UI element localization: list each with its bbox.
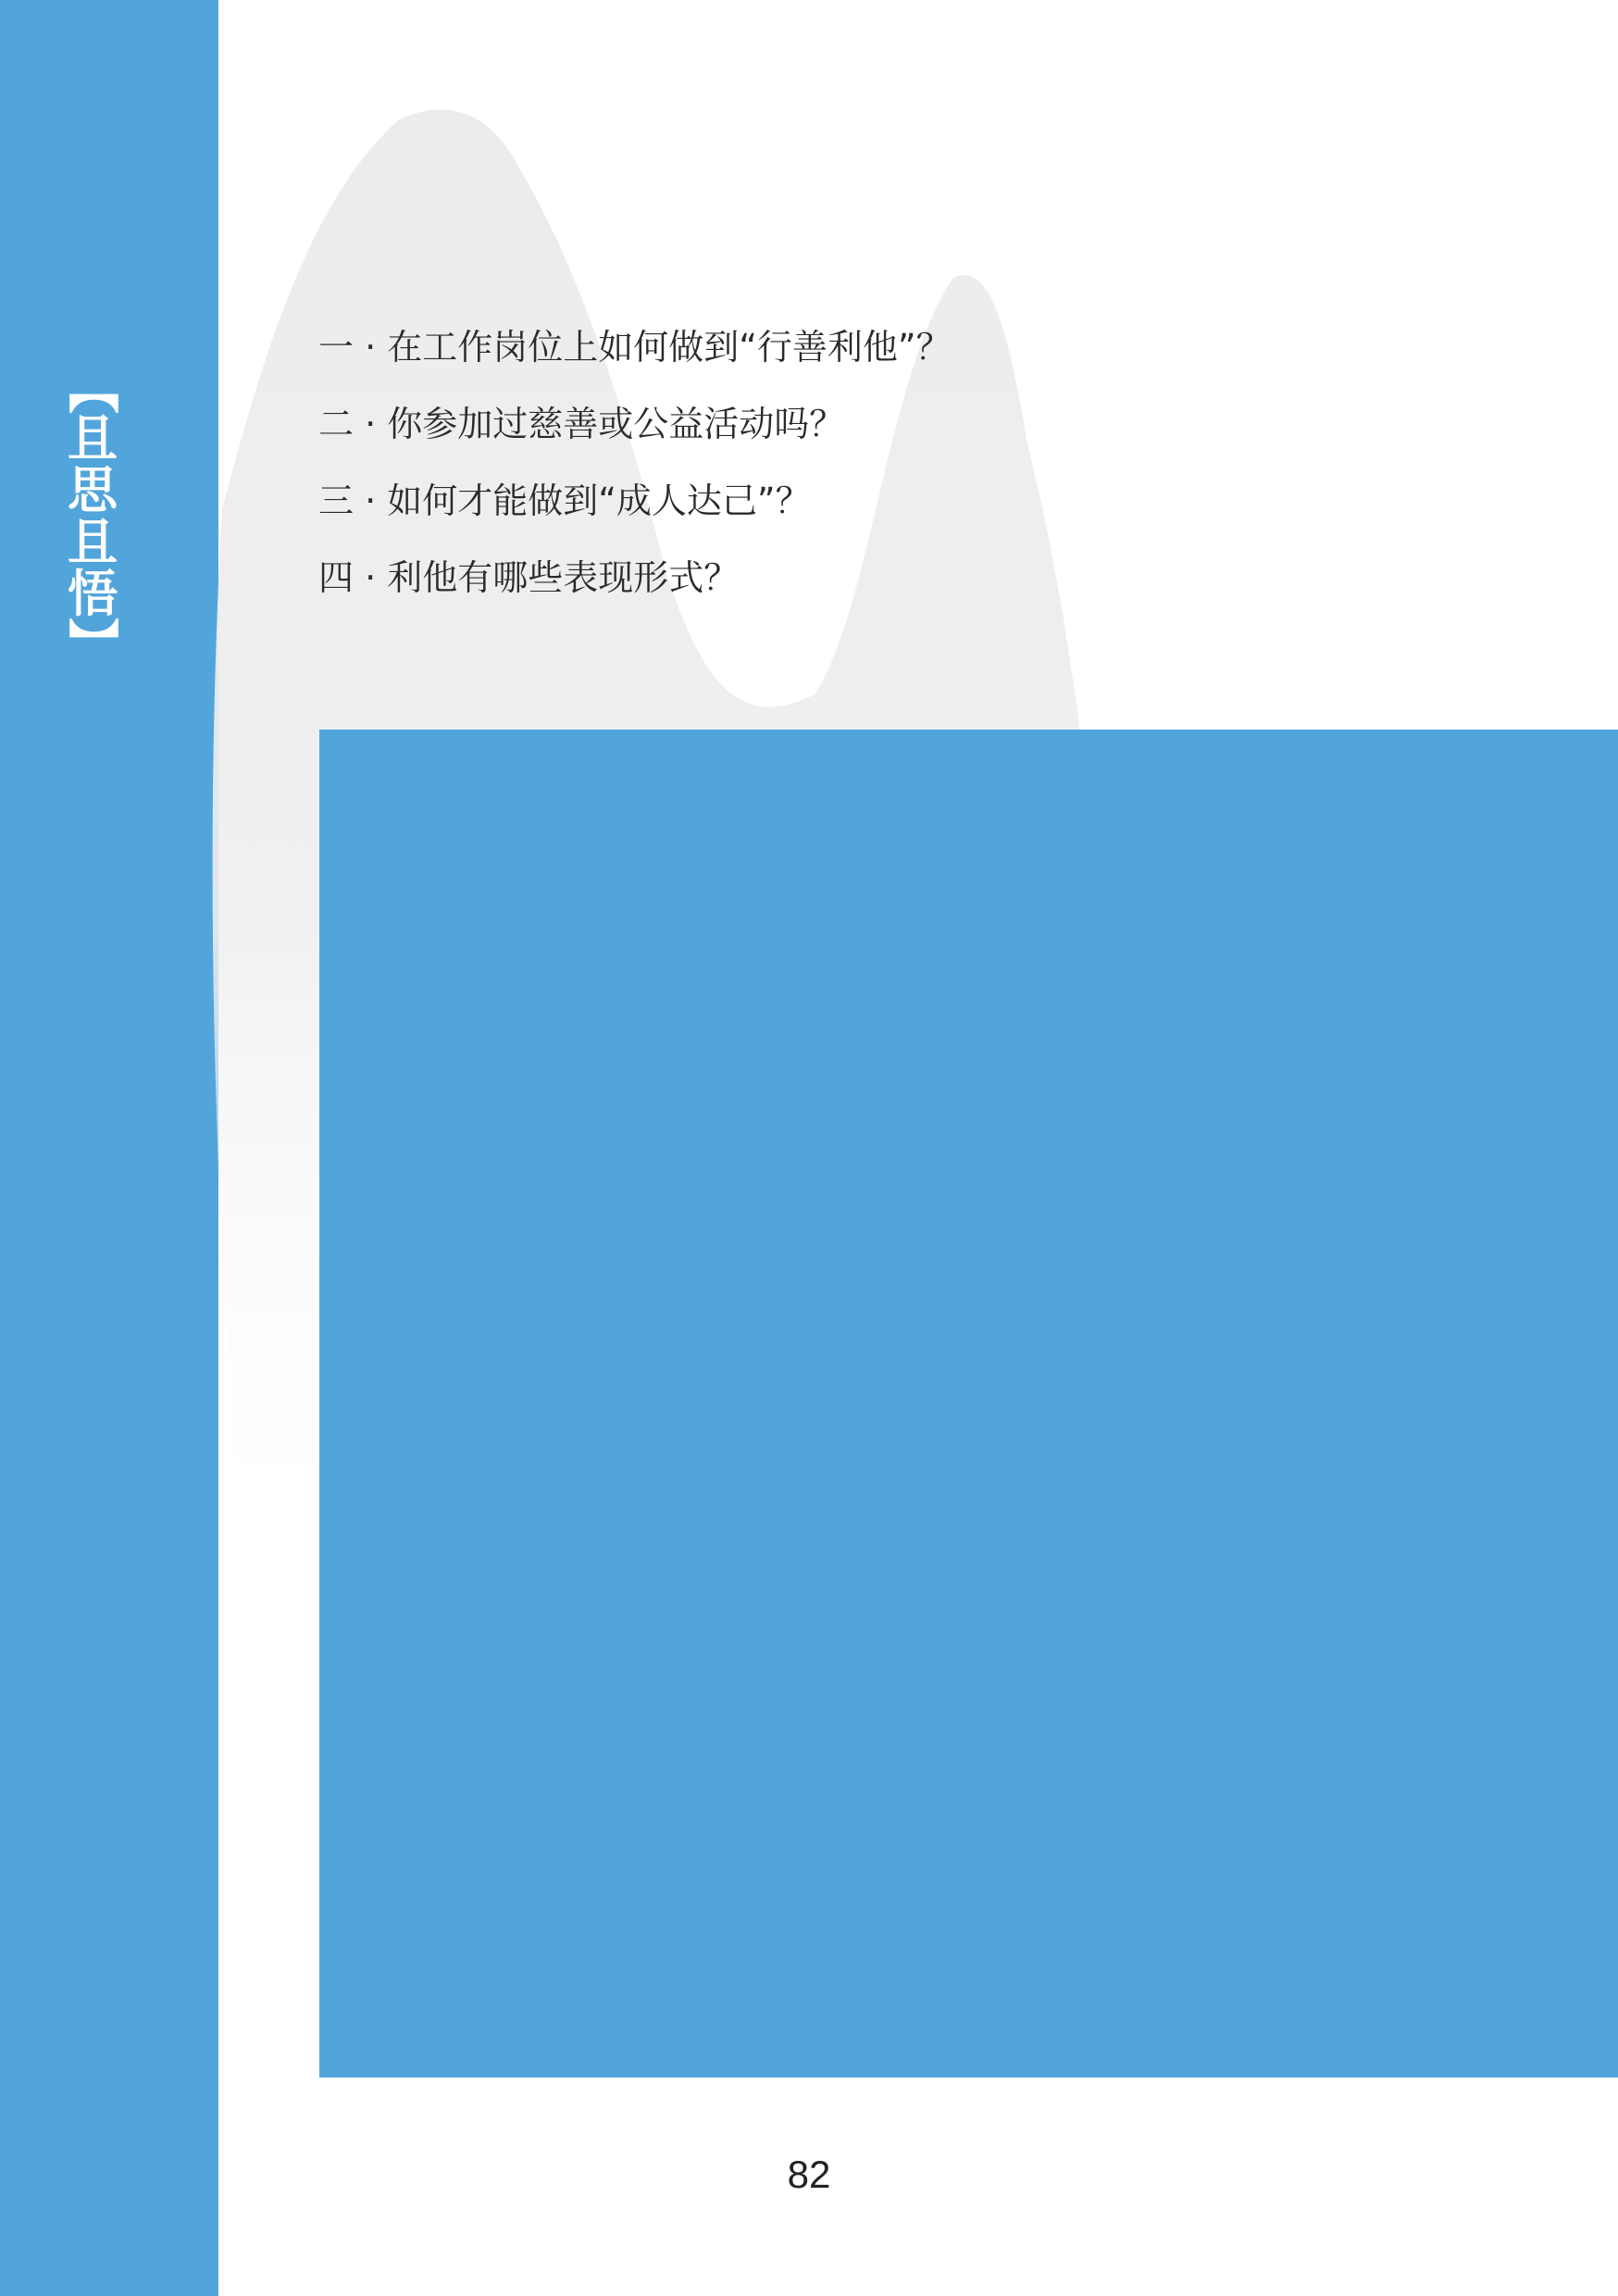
title-char: 悟 bbox=[68, 564, 118, 623]
title-bracket-close: 】 bbox=[63, 618, 122, 668]
page-number: 82 bbox=[787, 2152, 831, 2196]
title-char: 思 bbox=[68, 460, 118, 519]
question-item: 二 · 你参加过慈善或公益活动吗？ bbox=[318, 404, 845, 444]
question-item: 三 · 如何才能做到“成人达己”？ bbox=[318, 480, 811, 521]
section-title bbox=[56, 366, 130, 666]
question-item: 四 · 利他有哪些表现形式？ bbox=[318, 557, 740, 598]
title-char: 且 bbox=[68, 512, 118, 571]
answer-area[interactable] bbox=[319, 730, 1618, 2078]
title-char: 且 bbox=[68, 408, 118, 468]
question-item: 一 · 在工作岗位上如何做到“行善利他”？ bbox=[318, 327, 952, 368]
question-list bbox=[318, 319, 952, 627]
title-bracket-open: 【 bbox=[63, 364, 122, 414]
